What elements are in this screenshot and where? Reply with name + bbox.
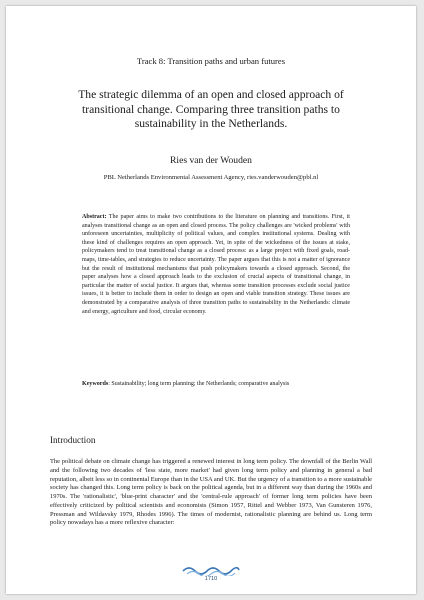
wave-logo-icon — [181, 562, 241, 576]
paper-page — [6, 6, 416, 594]
track-header: Track 8: Transition paths and urban futures — [136, 56, 286, 66]
abstract — [82, 213, 350, 316]
keywords-label: Keywords — [82, 381, 109, 387]
author-name: Ries van der Wouden — [170, 155, 252, 166]
abstract-text: The paper aims to make two contributions to the literature on planning and transitions. First, it analyses transitional change as an open and closed process. The policy challenges are 'wicked problems' with unforeseen uncertainties, multiplicity of political values, and complex institutional systems. Dealing with these kind of challenges requires an open approach. Yet, in spite of the wickedness of the issues at stake, policymakers tend to treat transitional change as a closed process: as a large project with fixed goals, road-maps, time-tables, and strategies to reduce uncertainty. The paper argues that this is not a matter of ignorance but the result of institutional mechanisms that push policymakers towards a closed approach. Second, the paper analyses how a closed approach leads to the exclusion of crucial aspects of transitional change, in particular the matter of social justice. It argues that, whereas some transition processes exclude social justice issues, it is better to include them in order to design an open and viable transition strategy. These issues are demonstrated by a comparative analysis of three transition paths to sustainability in the Netherlands: climate and energy, agriculture and food, circular economy. — [82, 214, 350, 315]
keywords-text: : Sustainability; long term planning; the Netherlands; comparative analysis — [108, 381, 290, 387]
keywords — [82, 381, 350, 387]
introduction-paragraph: The political debate on climate change has triggered a renewed interest in long term policy. The downfall of the Berlin Wall and the following two decades of 'less state, more market' had given long term policy and planning in general a bad reputation, albeit less so in continental Europe than in the USA and UK. But the urgency of a transition to a more sustainable society has changed this. Long term policy is back on the political agenda, but in a different way than during the 1960s and 1970s. The 'rationalistic', 'blue-print character' and the 'central-rule approach' of former long term policies have been effectively criticized by political scientists and economists (Simon 1957, Rittel and Webber 1973, Van Gunsteren 1976, Pressman and Wildavsky 1979, Rhodes 1996). The times of modernist, rationalistic planning are behind us. Long term policy nowadays has a more reflexive character: — [50, 458, 372, 527]
section-heading-introduction: Introduction — [50, 435, 96, 445]
author-affiliation: PBL Netherlands Environmental Assessment Agency, ries.vanderwouden@pbl.nl — [103, 174, 319, 181]
abstract-label: Abstract: — [82, 214, 107, 220]
paper-title: The strategic dilemma of an open and closed approach of transitional change. Comparing three transition paths to sustainability in the Netherlands. — [78, 88, 344, 131]
page-number: 1710 — [204, 576, 218, 582]
